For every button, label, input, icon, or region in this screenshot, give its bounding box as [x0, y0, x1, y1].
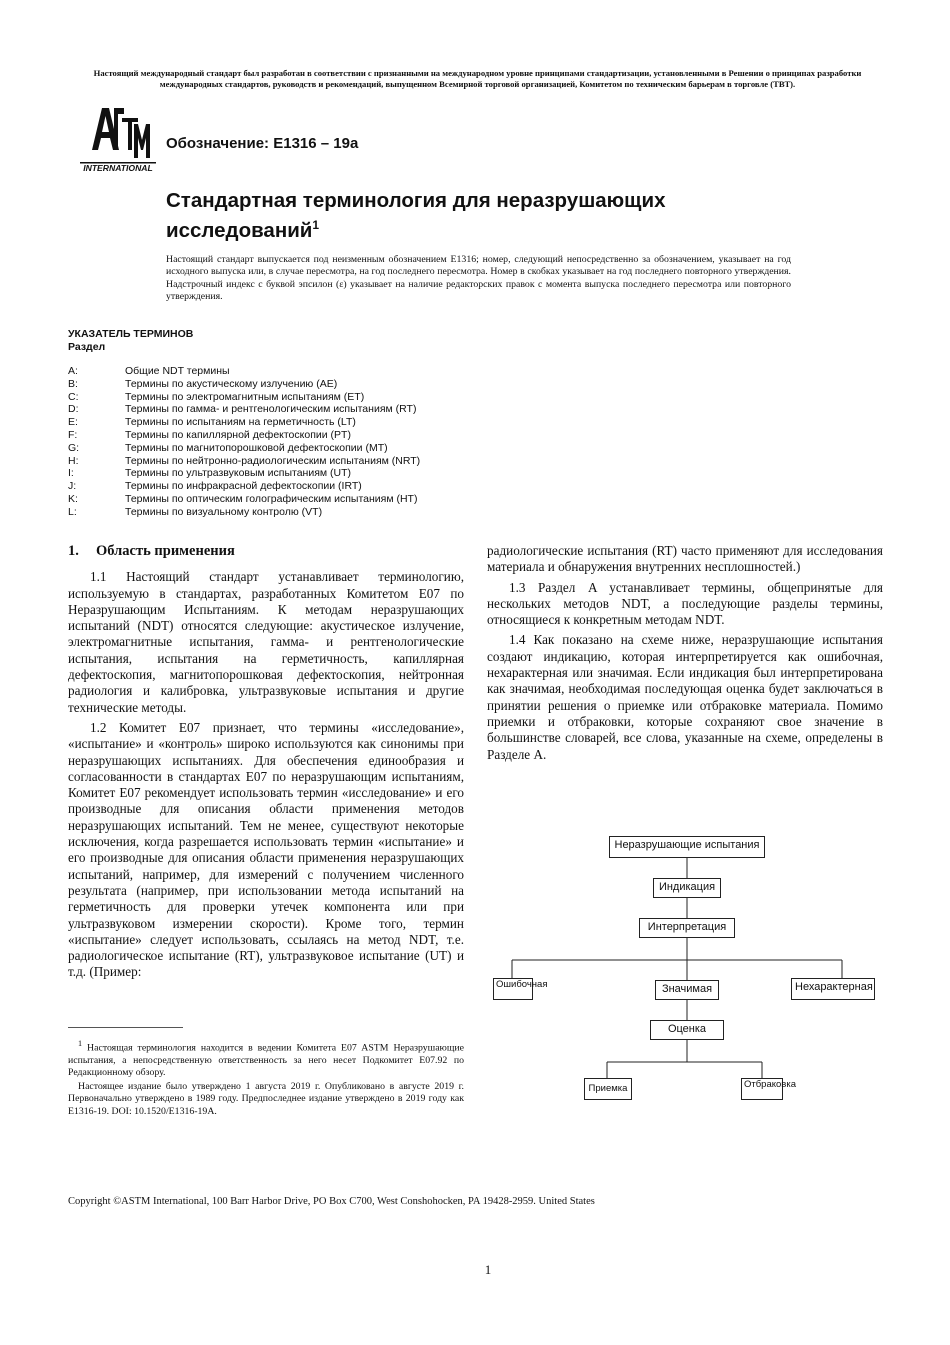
index-letter: A:: [68, 365, 78, 377]
box-nonrelevant: Нехарактерная: [791, 978, 875, 1000]
index-text: Термины по инфракрасной дефектоскопии (IRT): [125, 480, 362, 493]
astm-logo: [78, 100, 158, 174]
right-column: [487, 543, 883, 767]
footnote-1: [68, 1038, 464, 1079]
index-letter: B:: [68, 377, 78, 390]
paragraph-1-4: 1.4 Как показано на схеме ниже, неразрушающие испытания создают индикацию, которая интерпретируется как ошибочная, нехарактерная или значимая. Если индикация был интерпретирована как значимая, необходимая последующая оценка будет заключаться в принятии решения о приемке или отбраковке материала. Помимо приемки и отбраковки, которые сохраняют свое значение в большинстве словарей, все слова, указанные на схеме, определены в Разделе A.: [487, 632, 883, 762]
index-item: [68, 391, 420, 404]
box-ndt: Неразрушающие испытания: [609, 836, 765, 858]
footnote-2: Настоящее издание было утверждено 1 августа 2019 г. Опубликовано в августе 2019 г. Первоначально утверждено в 1989 году. Предпоследнее издание утверждено в 2019 году как E1316-19. DOI: 10.1520/E1316-19A.: [68, 1081, 464, 1117]
index-letter: D:: [68, 403, 79, 416]
section-number: 1.: [68, 543, 79, 559]
astm-logo-mark: [78, 100, 158, 174]
index-letter: E:: [68, 416, 78, 429]
index-text: Термины по акустическому излучению (AE): [125, 377, 338, 390]
paragraph-1-2: 1.2 Комитет E07 признает, что термины «исследование», «испытание» и «контроль» широко используются как синонимы при неразрушающих испытаниях. Для обеспечения единообразия и согласованности в стандартах E07 по неразрушающим испытаниям, Комитет E07 рекомендует использовать термин «исследование» и его производные для описания области применения методов неразрушающих испытаний. Тем не менее, существуют некоторые исключения, когда разрешается использовать термин «испытание» и его производные для описания области применения неразрушающих испытаний, например, для измерений с получением численного результата (например, при использовании метода испытаний на герметичность для проверки утечек компонента или при ультразвуковом измерении скорости). Кроме того, термин «испытание» следует использовать, ссылаясь на метод NDT, т.е. радиологическое испытание (RT), ультразвуковое испытание (UT) и т.д. (Пример:: [68, 719, 464, 980]
box-accept: Приемка: [584, 1078, 632, 1100]
index-item: [68, 378, 420, 391]
footnote-1-text: Настоящая терминология находится в ведении Комитета E07 ASTM Неразрушающие испытания, а непосредственную ответственность за него несет Подкомитет E07.92 по Редакционному обзору.: [68, 1042, 464, 1078]
index-letter: H:: [68, 454, 79, 467]
index-title: УКАЗАТЕЛЬ ТЕРМИНОВ: [68, 328, 194, 340]
paragraph-1-3: 1.3 Раздел A устанавливает термины, общепринятые для нескольких методов NDT, а последующие разделы термины, относящиеся к конкретным методам NDT.: [487, 579, 883, 628]
index-text: Термины по визуальному контролю (VT): [125, 505, 323, 518]
index-text: Общие NDT термины: [125, 365, 230, 377]
index-heading: [68, 328, 193, 354]
footnote-divider: [68, 1027, 183, 1028]
index-text: Термины по оптическим голографическим испытаниям (HT): [125, 492, 418, 505]
diagram-connectors: [487, 830, 887, 1110]
index-item: [68, 493, 420, 506]
footnotes: [68, 1038, 464, 1120]
index-subheading: Раздел: [68, 341, 106, 353]
index-letter: K:: [68, 492, 78, 505]
box-indication: Индикация: [653, 878, 721, 898]
index-letter: F:: [68, 428, 78, 441]
box-false: Ошибочная: [493, 978, 533, 1000]
index-letter: G:: [68, 441, 80, 454]
index-letter: L:: [68, 505, 77, 518]
copyright: Copyright ©ASTM International, 100 Barr Harbor Drive, PO Box C700, West Conshohocken, PA 19428-2959. United States: [68, 1196, 595, 1207]
title-line-1: Стандартная терминология для неразрушающих: [166, 189, 666, 212]
title-line-2-text: исследований: [166, 218, 313, 242]
section-heading: [68, 543, 464, 559]
index-list: [68, 365, 420, 519]
index-text: Термины по ультразвуковым испытаниям (UT): [125, 467, 352, 480]
title-footnote-mark: 1: [312, 218, 320, 232]
footnote-1-mark: 1: [78, 1039, 83, 1048]
index-letter: I:: [68, 467, 74, 480]
index-letter: J:: [68, 480, 77, 493]
left-column: [68, 543, 464, 985]
index-item: [68, 467, 420, 480]
index-item: [68, 455, 420, 468]
index-text: Термины по нейтронно-радиологическим испытаниям (NRT): [125, 454, 421, 467]
index-text: Термины по капиллярной дефектоскопии (PT): [125, 428, 351, 441]
index-item: [68, 442, 420, 455]
page-number: 1: [484, 1262, 492, 1277]
index-text: Термины по гамма- и рентгенологическим испытаниям (RT): [125, 403, 417, 416]
box-evaluation: Оценка: [650, 1020, 724, 1040]
index-item: [68, 416, 420, 429]
index-text: Термины по магнитопорошковой дефектоскопии (MT): [125, 441, 388, 454]
title-line-2: [166, 213, 806, 243]
designation: Обозначение: E1316 – 19a: [166, 135, 359, 152]
top-notice: Настоящий международный стандарт был разработан в соответствии с признанными на международном уровне принципами стандартизации, установленными в Решении о принципах разработки международных стандартов, руководств и рекомендаций, выпущенном Всемирной торговой организацией, Комитетом по техническим барьерам в торговле (ТВТ).: [93, 68, 862, 89]
index-item: [68, 365, 420, 378]
index-item: [68, 506, 420, 519]
paragraph-1-2-continued: радиологические испытания (RT) часто применяют для исследования материала и обнаружения внутренних несплошностей.): [487, 543, 883, 575]
index-item: [68, 480, 420, 493]
index-text: Термины по электромагнитным испытаниям (ET): [125, 390, 365, 403]
index-item: [68, 429, 420, 442]
paragraph-1-1: 1.1 Настоящий стандарт устанавливает терминологию, используемую в стандартах, разработанных Комитетом E07 по Неразрушающим Испытаниям. К методам неразрушающих испытаний (NDT) относятся следующие: акустическое излучение, электромагнитные испытания, гамма- и рентгенологические испытания, испытания на герметичность, капиллярная дефектоскопия, магнитопорошковая дефектоскопия, нейтронная радиология и калибровка, ультразвуковые испытания и другие технические методы.: [68, 569, 464, 715]
section-title: Область применения: [96, 543, 235, 559]
document-title: [166, 188, 806, 243]
ndt-flow-diagram: [487, 830, 887, 1110]
astm-logo-subtext: INTERNATIONAL: [83, 163, 153, 173]
intro-note: Настоящий стандарт выпускается под неизменным обозначением E1316; номер, следующий непосредственно за обозначением, указывает на год исходного выпуска или, в случае пересмотра, на год последнего пересмотра. Номер в скобках указывает на год последнего повторного утверждения. Надстрочный индекс с буквой эпсилон (ε) указывает на наличие редакторских правок с момента выпуска последнего пересмотра или повторного утверждения.: [166, 254, 791, 302]
index-letter: C:: [68, 390, 79, 403]
index-item: [68, 403, 420, 416]
index-text: Термины по испытаниям на герметичность (LT): [125, 416, 356, 429]
box-reject: Отбраковка: [741, 1078, 783, 1100]
box-relevant: Значимая: [655, 980, 719, 1000]
box-interpretation: Интерпретация: [639, 918, 735, 938]
